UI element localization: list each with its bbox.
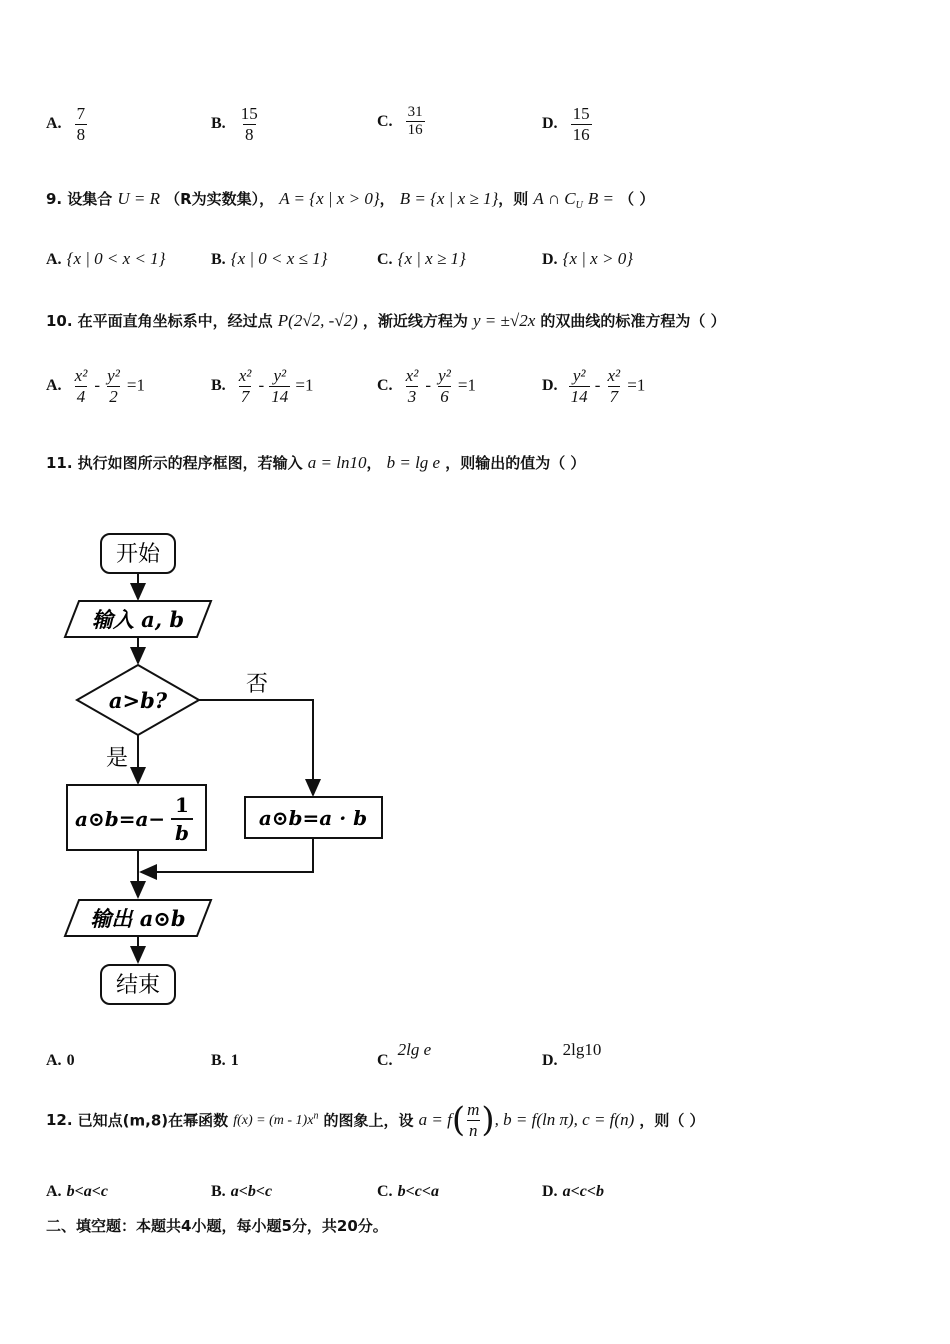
q12-option-a[interactable]: A. b<a<c [46, 1183, 108, 1200]
q9-option-b[interactable]: B. {x | 0 < x ≤ 1} [211, 249, 328, 268]
flowchart-yes-box-den: b [175, 821, 189, 845]
q11-option-d[interactable]: D. 2lg10 [542, 1040, 602, 1069]
flowchart-output-label: 输出 a⊙b [90, 906, 186, 931]
flowchart-decision-label: a>b? [108, 688, 168, 713]
fraction: $\frac{15}{8}$ [240, 104, 258, 144]
flowchart-arrow-no [199, 700, 313, 795]
q9-option-c[interactable]: C. {x | x ≥ 1} [377, 249, 466, 268]
q11-option-a[interactable]: A. 0 [46, 1052, 75, 1069]
q8-option-c[interactable]: C. $\frac{31}{16}$ [377, 104, 423, 139]
q9-option-a[interactable]: A. {x | 0 < x < 1} [46, 249, 166, 268]
q9-option-d[interactable]: D. {x | x > 0} [542, 249, 633, 268]
flowchart-no-label: 否 [245, 672, 269, 697]
q8-option-d[interactable]: D. $\frac{15}{16}$ [542, 104, 590, 144]
fraction: $\frac{31}{16}$ [407, 104, 423, 139]
q10-option-b[interactable]: B. $\frac{\text{x²}}{7}$ - $\frac{\text{y²}}{14}$ =1 [211, 366, 314, 406]
q12-option-d[interactable]: D. a<c<b [542, 1183, 604, 1200]
q8-option-a[interactable]: A. $\frac{7}{8}$ [46, 104, 86, 144]
q10-stem: 10. 在平面直角坐标系中，经过点 P(2√2, -√2) ，渐近线方程为 y = ±√2x 的双曲线的标准方程为（ ） [46, 311, 726, 330]
q12-stem: 12. 已知点(m,8)在幂函数 $f(x) = (m - 1)x^n$ 的图象上，设 a = f( $\frac{m}{n}$ ), b = f(ln π), c = f(n) ，则（ ） [46, 1100, 705, 1141]
q11-option-c[interactable]: C. 2lg e [377, 1040, 432, 1069]
flowchart-no-box-text: a⊙b=a · b [258, 806, 368, 830]
flowchart-yes-label: 是 [105, 746, 129, 771]
q10-option-a[interactable]: A. $\frac{\text{x²}}{4}$ - $\frac{\text{y²}}{2}$ =1 [46, 366, 146, 406]
flowchart-input-label: 输入 a, b [91, 607, 185, 632]
q12-option-b[interactable]: B. a<b<c [211, 1183, 273, 1200]
q8-option-b[interactable]: B. $\frac{15}{8}$ [211, 104, 258, 144]
flowchart-start-label: 开始 [115, 542, 161, 567]
section-heading: 二、填空题：本题共4小题，每小题5分，共20分。 [46, 1217, 388, 1235]
q12-option-c[interactable]: C. b<c<a [377, 1183, 439, 1200]
q9-stem: 9. 设集合 U = R （R为实数集）， A = {x | x > 0}， B = {x | x ≥ 1}，则 A ∩ $C_U$ B = （ ） [46, 189, 655, 212]
flowchart-end-label: 结束 [115, 973, 161, 998]
fraction: $\frac{7}{8}$ [76, 104, 86, 144]
q10-option-d[interactable]: D. $\frac{\text{y²}}{14}$ - $\frac{\text{x²}}{7}$ =1 [542, 366, 646, 406]
flowchart [55, 525, 400, 1015]
q11-option-b[interactable]: B. 1 [211, 1052, 239, 1069]
q10-option-c[interactable]: C. $\frac{\text{x²}}{3}$ - $\frac{\text{y²}}{6}$ =1 [377, 366, 477, 406]
flowchart-yes-box-text: a⊙b=a− [75, 807, 166, 831]
fraction: $\frac{15}{16}$ [572, 104, 590, 144]
flowchart-yes-box-num: 1 [175, 793, 189, 817]
q11-stem: 11. 执行如图所示的程序框图，若输入 a = ln10， b = lg e ，则输出的值为（ ） [46, 453, 586, 472]
